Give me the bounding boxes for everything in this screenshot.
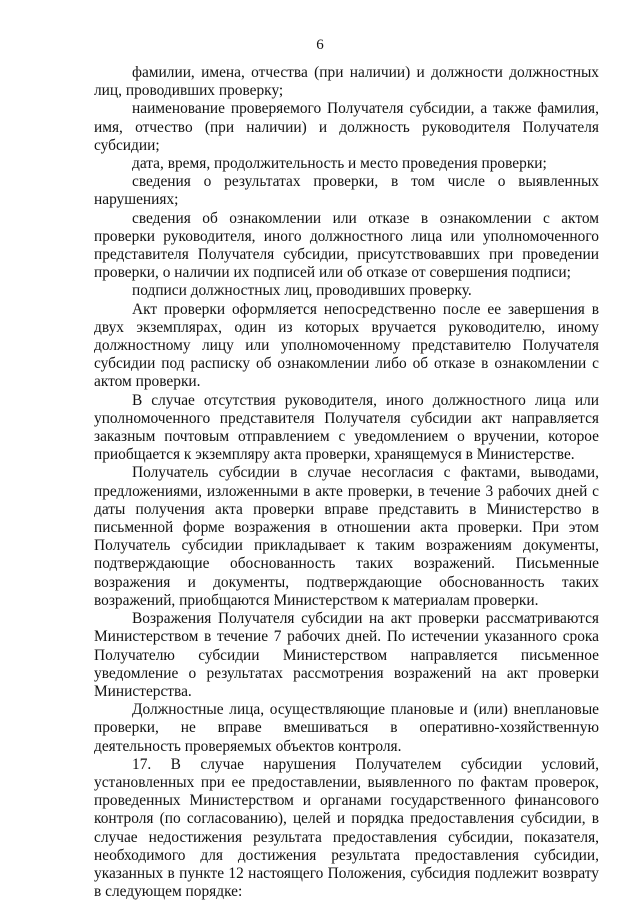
- paragraph-section-17-refund: 17. В случае нарушения Получателем субсидии условий, установленных при ее предоставлении, выявленного по фактам проверок, проведенных Министерством и органами государственного финансового контроля (по согласованию), целей и порядка предоставления субсидии, в случае недостижения результата предоставления субсидии, показателя, необходимого для достижения результата предоставления субсидии, указанных в пункте 12 настоящего Положения, субсидия подлежит возврату в следующем порядке:: [94, 755, 599, 901]
- paragraph-officials-restrictions: Должностные лица, осуществляющие плановые и (или) внеплановые проверки, не вправе вмешиваться в оперативно-хозяйственную деятельность проверяемых объектов контроля.: [94, 701, 599, 755]
- paragraph-acquaintance-info: сведения об ознакомлении или отказе в ознакомлении с актом проверки руководителя, иного должностного лица или уполномоченного представителя Получателя субсидии, присутствовавших при проведении проверки, о наличии их подписей или об отказе от совершения подписи;: [94, 209, 599, 282]
- paragraph-act-execution: Акт проверки оформляется непосредственно после ее завершения в двух экземплярах, один из которых вручается руководителю, иному должностному лицу или уполномоченному представителю Получателя субсидии под расписку об ознакомлении либо об отказе в ознакомлении с актом проверки.: [94, 300, 599, 391]
- paragraph-signatures: подписи должностных лиц, проводивших проверку.: [132, 282, 472, 300]
- page-number: 6: [316, 37, 324, 53]
- paragraph-recipient-name: наименование проверяемого Получателя субсидии, а также фамилия, имя, отчество (при наличии) и должность руководителя Получателя субсидии;: [94, 100, 599, 154]
- paragraph-absence-of-head: В случае отсутствия руководителя, иного должностного лица или уполномоченного представителя Получателя субсидии акт направляется заказным почтовым отправлением с уведомлением о вручении, которое приобщается к экземпляру акта проверки, хранящемуся в Министерстве.: [94, 391, 599, 464]
- paragraph-objections-review: Возражения Получателя субсидии на акт проверки рассматриваются Министерством в течение 7 рабочих дней. По истечении указанного срока Получателю субсидии Министерством направляется письменное уведомление о результатах рассмотрения возражений на акт проверки Министерства.: [94, 610, 599, 700]
- paragraph-objections-submission: Получатель субсидии в случае несогласия с фактами, выводами, предложениями, изложенными в акте проверки, в течение 3 рабочих дней с даты получения акта проверки вправе представить в Министерство в письменной форме возражения в отношении акта проверки. При этом Получатель субсидии прикладывает к таким возражениям документы, подтверждающие обоснованность таких возражений. Письменные возражения и документы, подтверждающие обоснованность таких возражений, приобщаются Министерством к материалам проверки.: [94, 464, 599, 609]
- paragraph-inspection-results: сведения о результатах проверки, в том числе о выявленных нарушениях;: [94, 173, 599, 209]
- paragraph-inspection-date-place: дата, время, продолжительность и место проведения проверки;: [132, 155, 547, 173]
- paragraph-inspectors-names: фамилии, имена, отчества (при наличии) и должности должностных лиц, проводивших проверку;: [94, 64, 599, 100]
- document-body: [94, 64, 599, 901]
